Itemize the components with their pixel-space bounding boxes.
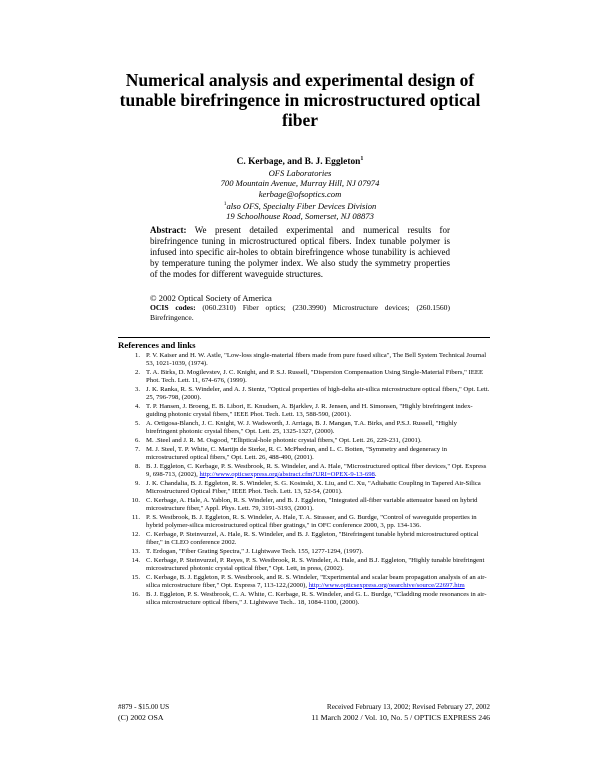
reference-number: 4. [134, 402, 140, 410]
reference-text [146, 557, 490, 573]
reference-number: 7. [134, 445, 140, 453]
reference-text [146, 497, 490, 513]
reference-citation: C. Kerbage, P. Steinvurzel, P. Reyes, P. S. Westbrook, R. S. Windeler, A. Hale, and B.J. Eggleton, "Highly tunable birefringent microstructured photonic crystal optical fiber," Opt. Lett, in press, (2002). [146, 556, 485, 572]
reference-number: 16. [131, 590, 140, 598]
reference-number: 11. [131, 513, 140, 521]
reference-item [118, 480, 490, 496]
affiliation-line: OFS Laboratories [268, 168, 332, 179]
reference-citation: P. V. Kaiser and H. W. Astle, "Low-loss single-material fibers made from pure fused silica", The Bell System Technical Journal 53, 1021-1039, (1974). [146, 352, 487, 368]
footer-copyright: (C) 2002 OSA [118, 713, 164, 722]
reference-item [118, 548, 490, 556]
reference-text [146, 352, 490, 368]
reference-item [118, 352, 490, 368]
reference-item [118, 403, 490, 419]
paper-title: Numerical analysis and experimental design of tunable birefringence in microstructured optical fiber [119, 70, 481, 130]
reference-citation: A. Ortigosa-Blanch, J. C. Knight, W. J. Wadsworth, J. Arriaga, B. J. Mangan, T.A. Birks, and P.S.J. Russell, "Highly birefringent photonic crystal fibers," Opt. Lett. 25, 1325-1327, (2000). [146, 419, 457, 436]
affiliation-footnote-mark: 1 [223, 200, 227, 207]
reference-text [146, 446, 490, 462]
reference-item [118, 531, 490, 547]
affiliation-line: 700 Mountain Avenue, Murray Hill, NJ 07974 [220, 178, 380, 189]
reference-item [118, 437, 490, 445]
reference-citation: P. S. Westbrook, B. J. Eggleton, R. S. Windeler, A. Hale, T. A. Strasser, and G. Burdge, "Control of waveguide properties in hybrid polymer-silica microstructured optical fiber gratings," in OFC conference 2000, 3, pp. 134-136. [146, 513, 477, 529]
references-heading: References and links [118, 340, 196, 350]
reference-item [118, 574, 490, 590]
reference-citation: C. Kerbage, A. Hale, A. Yablon, R. S. Windeler, and B. J. Eggleton, "Integrated all-fiber variable attenuator based on hybrid microstructure fiber," Appl. Phys. Lett. 79, 3191-3193, (2001). [146, 496, 478, 512]
reference-text [146, 531, 490, 547]
reference-citation: J. K. Ranka, R. S. Windeler, and A. J. Stentz, "Optical properties of high-delta air-silica microstructure optical fibers," Opt. Lett. 25, 796-798, (2000). [146, 385, 490, 402]
reference-item [118, 369, 490, 385]
reference-number: 12. [131, 530, 140, 538]
reference-citation: T. A. Birks, D. Mogilevstev, J. C. Knight, and P. S.J. Russell, "Dispersion Compensation Using Single-Material Fibers," IEEE Phot. Tech. Lett. 11, 674-676, (1999). [146, 368, 484, 385]
author-block [150, 153, 450, 221]
reference-text [146, 591, 490, 607]
reference-item [118, 446, 490, 462]
affiliation2-text: also OFS, Specialty Fiber Devices Division [226, 200, 377, 211]
author-footnote-mark: 1 [360, 156, 364, 162]
reference-number: 3. [134, 385, 140, 393]
reference-number: 2. [134, 368, 140, 376]
reference-text [146, 369, 490, 385]
reference-text [146, 548, 490, 556]
author-names [150, 153, 450, 168]
reference-citation: B. J. Eggleton, P. S. Westbrook, C. A. White, C. Kerbage, R. S. Windeler, and G. L. Burdge, "Cladding mode resonances in air-silica microstructure optical fibers," J. Lightwave Tech.. 18, 1084-1100, (2000). [146, 590, 487, 606]
abstract-label: Abstract: [150, 225, 187, 235]
reference-link[interactable]: http://www.opticsexpress.org/oearchive/source/22697.htm [308, 581, 465, 589]
reference-citation: M. .Steel and J. R. M. Osgood, "Elliptical-hole photonic crystal fibers," Opt. Lett. 26, 229-231, (2001). [146, 436, 422, 444]
reference-number: 15. [131, 573, 140, 581]
ocis-codes [150, 303, 450, 322]
reference-number: 13. [131, 547, 140, 555]
reference-item [118, 497, 490, 513]
reference-number: 9. [134, 479, 140, 487]
reference-citation: M. J. Steel, T. P. White, C. Martijn de Sterke, R. C. McPhedran, and L. C. Botten, "Symmetry and degeneracy in microstructured optical fibers," Opt. Lett. 26, 488-490, (2001). [146, 445, 448, 461]
reference-number: 1. [134, 352, 140, 359]
footer-journal-info: 11 March 2002 / Vol. 10, No. 5 / OPTICS EXPRESS 246 [311, 713, 490, 722]
reference-text [146, 463, 490, 479]
reference-item [118, 386, 490, 402]
reference-citation: J. K. Chandalia, B. J. Eggleton, R. S. Windeler, S. G. Kosinski, X. Liu, and C. Xu, "Adiabatic Coupling in Tapered Air-Silica Microstructured Optical Fiber," IEEE Phot. Tech. Lett. 13, 52-54, (2001). [146, 479, 481, 495]
reference-citation: C. Kerbage, B. J. Eggleton, P. S. Westbrook, and R. S. Windeler, "Experimental and scalar beam propagation analysis of an air-silica microstructure fiber," Opt. Express 7, 113-122,(2000), [146, 573, 487, 589]
reference-citation: C. Kerbage, P. Steinvurzel, A. Hale, R. S. Windeler, and B. J. Eggleton, "Birefringent tunable hybrid microstructured optical fiber," in CLEO conference 2002. [146, 530, 479, 546]
reference-text [146, 574, 490, 590]
reference-text [146, 514, 490, 530]
reference-number: 6. [134, 436, 140, 444]
references-list [118, 352, 490, 608]
reference-tail: . [374, 470, 377, 478]
reference-text [146, 437, 490, 445]
reference-number: 5. [134, 419, 140, 427]
reference-item [118, 591, 490, 607]
abstract-text: We present detailed experimental and numerical results for birefringence tuning in microstructured optical fibers. Index tunable polymer is infused into specific air-holes to obtain birefringence whose tunability is achieved by temperature tuning the polymer index. We also study the symmetry properties of the modes for different waveguide structures. [150, 225, 450, 279]
reference-citation: B. J. Eggleton, C. Kerbage, P. S. Westbrook, R. S. Windeler, and A. Hale, "Microstructured optical fiber devices," Opt. Express 9, 698-713, (2002), [146, 462, 487, 478]
reference-text [146, 480, 490, 496]
reference-link[interactable]: http://www.opticsexpress.org/abstract.cfm?URI=OPEX-9-13-698 [199, 470, 375, 478]
copyright-line: © 2002 Optical Society of America [150, 293, 272, 303]
author-names-text: C. Kerbage, and B. J. Eggleton [236, 157, 361, 168]
reference-text [146, 420, 490, 436]
reference-text [146, 403, 490, 419]
footer-price: #879 - $15.00 US [118, 703, 170, 711]
section-divider [118, 337, 490, 338]
ocis-text: (060.2310) Fiber optics; (230.3990) Microstructure devices; (260.1560) Birefringence. [150, 303, 450, 322]
abstract [150, 225, 450, 280]
reference-item [118, 463, 490, 479]
reference-citation: T. Erdogan, "Fiber Grating Spectra," J. Lightwave Tech. 155, 1277-1294, (1997). [146, 547, 364, 555]
affiliation2-line [150, 199, 450, 211]
reference-number: 14. [131, 556, 140, 564]
reference-item [118, 514, 490, 530]
reference-number: 8. [134, 462, 140, 470]
reference-item [118, 420, 490, 436]
affiliation2-line: 19 Schoolhouse Road, Somerset, NJ 08873 [226, 210, 374, 221]
author-email: kerbage@ofsoptics.com [258, 188, 342, 199]
reference-citation: T. P. Hansen, J. Broeng, E. B. Libori, E. Knudsen, A. Bjarklev, J. R. Jensen, and H. Simonsen, "Highly birefringent index-guiding photonic crystal fibers," IEEE Phot. Tech. Lett. 13, 588-590, (2001). [146, 402, 473, 419]
footer-received-dates: Received February 13, 2002; Revised February 27, 2002 [326, 703, 490, 711]
reference-number: 10. [131, 496, 140, 504]
ocis-label: OCIS codes: [150, 303, 196, 312]
reference-text [146, 386, 490, 402]
reference-item [118, 557, 490, 573]
